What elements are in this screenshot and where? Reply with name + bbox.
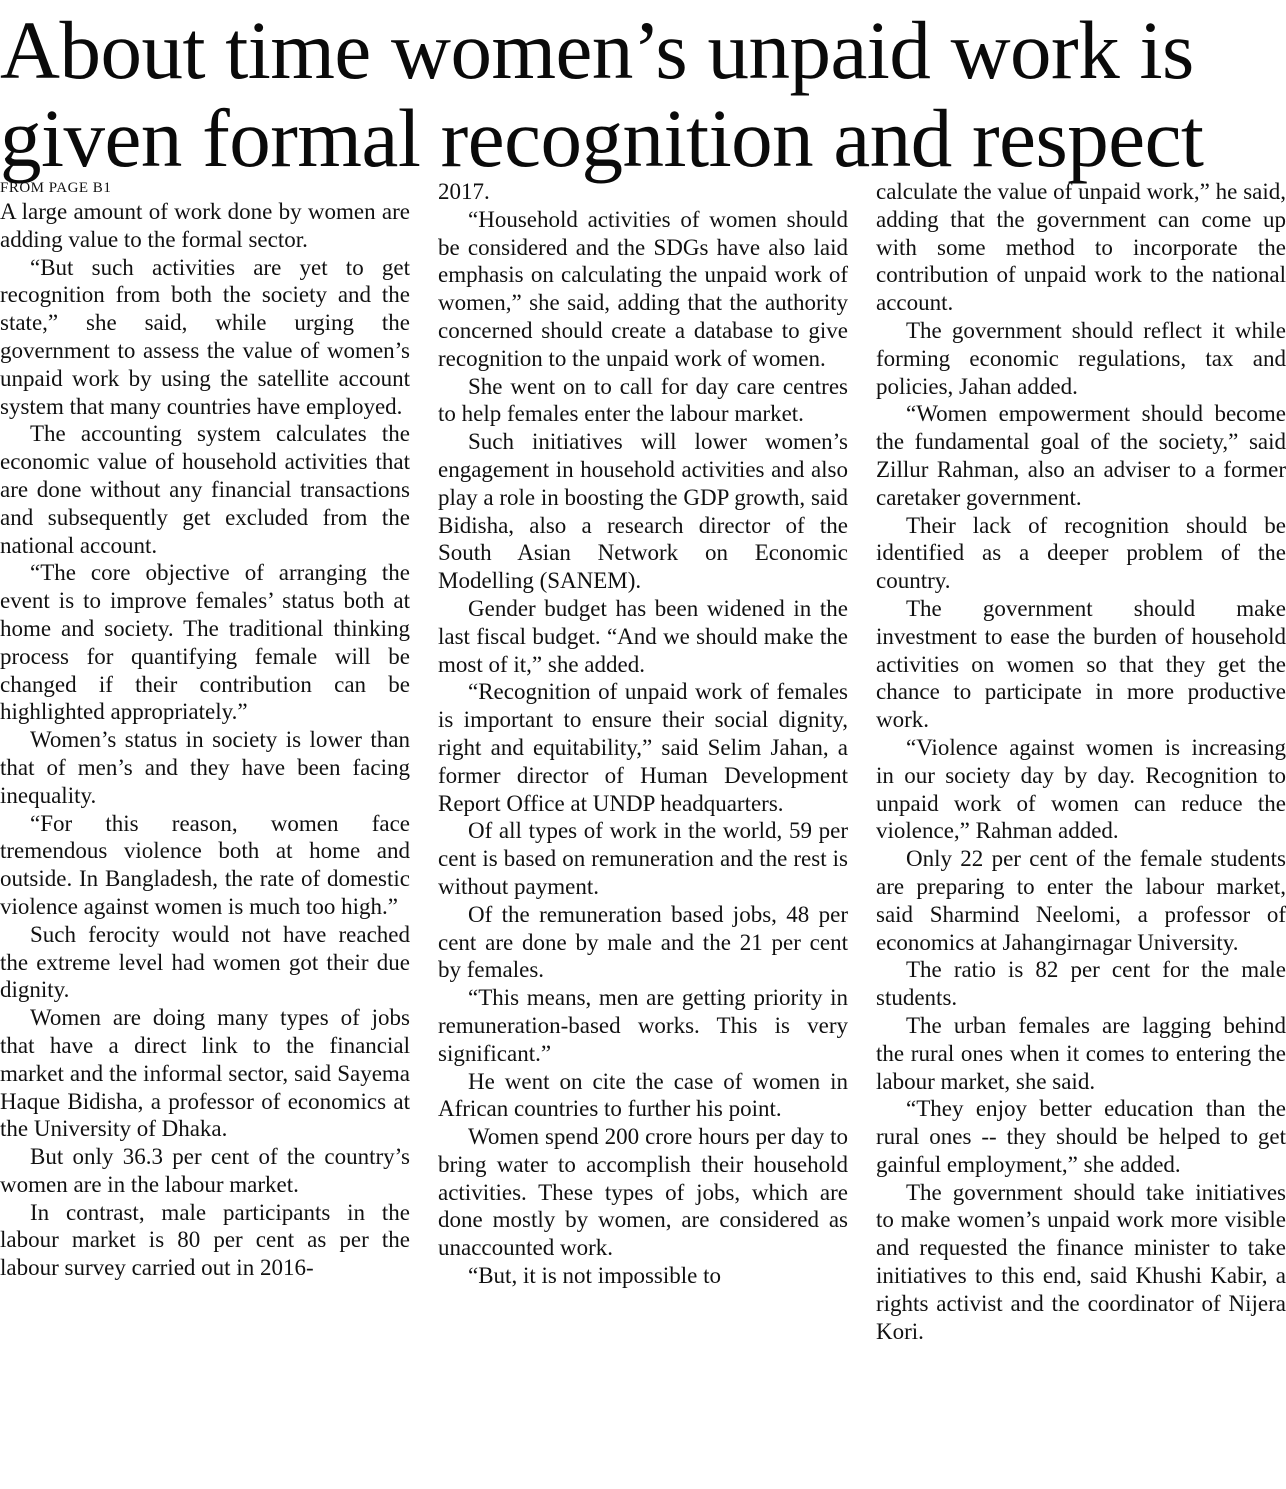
article-column-2	[438, 178, 848, 1290]
article-column-1	[0, 178, 410, 1282]
paragraph: Such initiatives will lower women’s engagement in household activities and also play a role in boosting the GDP growth, said Bidisha, also a research director of the South Asian Network on Economic Modelling (SANEM).	[438, 429, 848, 594]
paragraph-continued: 2017.	[438, 179, 490, 204]
paragraph: But only 36.3 per cent of the country’s women are in the labour market.	[0, 1144, 410, 1197]
headline	[0, 6, 1286, 182]
paragraph: “For this reason, women face tremendous violence both at home and outside. In Bangladesh, the rate of domestic violence against women is much too high.”	[0, 810, 410, 919]
paragraph: “But, it is not impossible to	[468, 1263, 722, 1289]
paragraph: “Household activities of women should be considered and the SDGs have also laid emphasis on calculating the unpaid work of women,” she said, adding that the authority concerned should create a database to give recognition to the unpaid work of women.	[438, 206, 848, 371]
kicker-from-page: FROM PAGE B1	[0, 180, 112, 196]
paragraph: Their lack of recognition should be identified as a deeper problem of the country.	[876, 512, 1286, 594]
paragraph: The government should reflect it while forming economic regulations, tax and policies, Jahan added.	[876, 317, 1286, 399]
paragraph: In contrast, male participants in the labour market is 80 per cent as per the labour survey carried out in 2016-	[0, 1199, 410, 1281]
paragraph: Women are doing many types of jobs that have a direct link to the financial market and the informal sector, said Sayema Haque Bidisha, a professor of economics at the University of Dhaka.	[0, 1005, 410, 1142]
paragraph: She went on to call for day care centres to help females enter the labour market.	[438, 373, 848, 427]
paragraph: Of the remuneration based jobs, 48 per cent are done by male and the 21 per cent by females.	[438, 901, 848, 983]
paragraph: The government should take initiatives to make women’s unpaid work more visible and requested the finance minister to take initiatives to this end, said Khushi Kabir, a rights activist and the coordinator of Nijera Kori.	[876, 1179, 1286, 1344]
paragraph: Of all types of work in the world, 59 per cent is based on remuneration and the rest is without payment.	[438, 818, 848, 899]
paragraph: “This means, men are getting priority in remuneration-based works. This is very significant.”	[438, 985, 848, 1066]
paragraph: Only 22 per cent of the female students are preparing to enter the labour market, said Sharmind Neelomi, a professor of economics at Jahangirnagar University.	[876, 846, 1286, 955]
paragraph: “Women empowerment should become the fundamental goal of the society,” said Zillur Rahman, also an adviser to a former caretaker government.	[876, 401, 1286, 510]
paragraph-continued: calculate the value of unpaid work,” he said, adding that the government can come up with some method to incorporate the contribution of unpaid work to the national account.	[876, 179, 1286, 316]
paragraph: “The core objective of arranging the event is to improve females’ status both at home and society. The traditional thinking process for quantifying female will be changed if their contribution can be highlighted appropriately.”	[0, 560, 410, 725]
paragraph: The ratio is 82 per cent for the male students.	[876, 957, 1286, 1011]
paragraph: The accounting system calculates the economic value of household activities that are done without any financial transactions and subsequently get excluded from the national account.	[0, 421, 410, 558]
paragraph: The urban females are lagging behind the rural ones when it comes to entering the labour market, she said.	[876, 1012, 1286, 1094]
paragraph: Gender budget has been widened in the last fiscal budget. “And we should make the most of it,” she added.	[438, 595, 848, 677]
article-column-3	[876, 178, 1286, 1345]
paragraph: He went on cite the case of women in African countries to further his point.	[438, 1068, 848, 1122]
headline-line-1: About time women’s unpaid work is	[0, 4, 1194, 96]
paragraph: A large amount of work done by women are adding value to the formal sector.	[0, 199, 410, 252]
paragraph: “Recognition of unpaid work of females is important to ensure their social dignity, right and equitability,” said Selim Jahan, a former director of Human Development Report Office at UNDP headquarters.	[438, 679, 848, 816]
headline-line-2: given formal recognition and respect	[0, 92, 1204, 184]
paragraph: “But such activities are yet to get recognition from both the society and the state,” she said, while urging the government to assess the value of women’s unpaid work by using the satellite account system that many countries have employed.	[0, 254, 410, 419]
paragraph: Such ferocity would not have reached the extreme level had women got their due dignity.	[0, 921, 410, 1003]
paragraph: Women’s status in society is lower than that of men’s and they have been facing inequality.	[0, 727, 410, 808]
paragraph: “They enjoy better education than the rural ones -- they should be helped to get gainful employment,” she added.	[876, 1096, 1286, 1177]
paragraph: Women spend 200 crore hours per day to bring water to accomplish their household activities. These types of jobs, which are done mostly by women, are considered as unaccounted work.	[438, 1124, 848, 1261]
paragraph: “Violence against women is increasing in our society day by day. Recognition to unpaid work of women can reduce the violence,” Rahman added.	[876, 734, 1286, 844]
paragraph: The government should make investment to ease the burden of household activities on women so that they get the chance to participate in more productive work.	[876, 595, 1286, 733]
